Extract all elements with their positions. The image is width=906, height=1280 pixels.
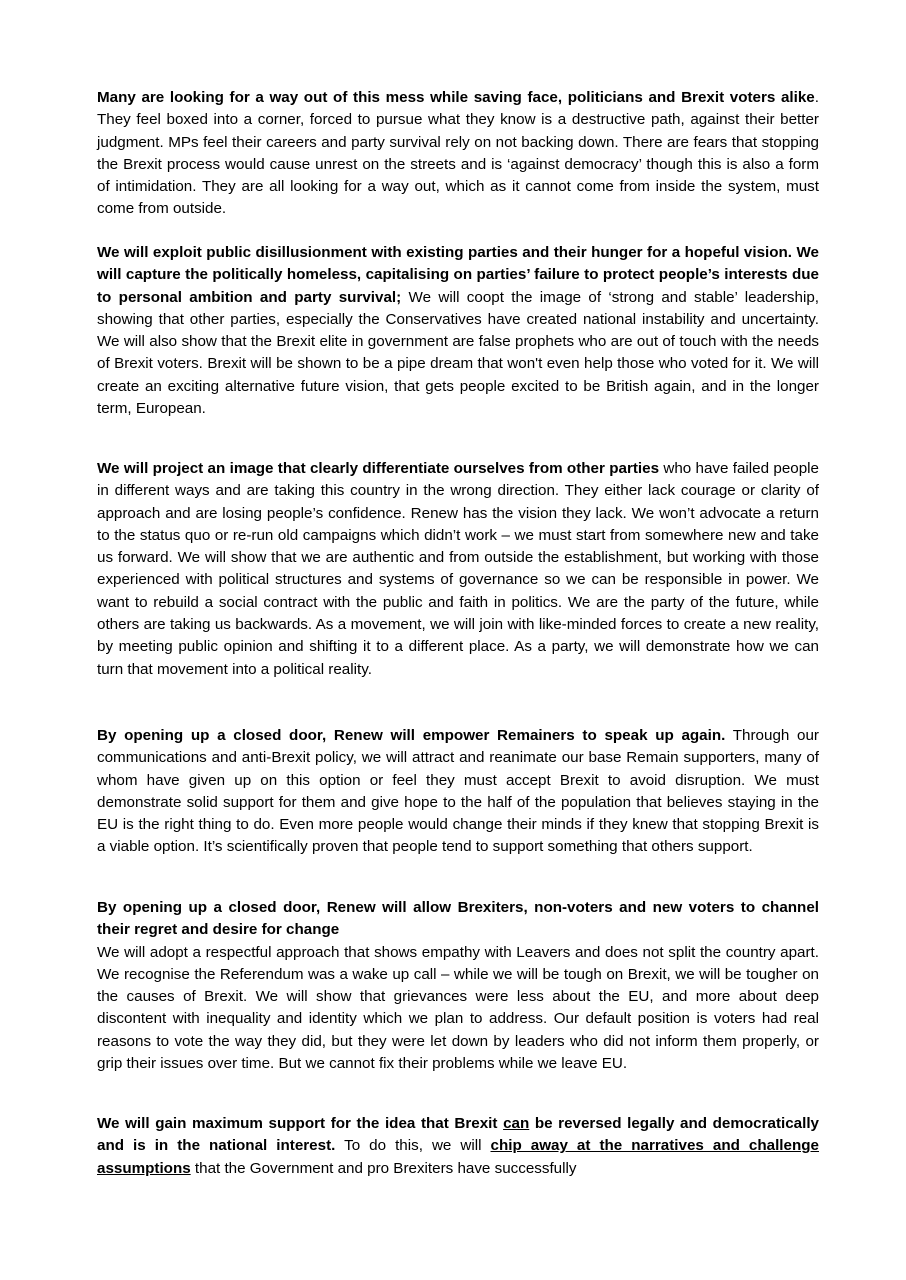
paragraph-body: Through our communications and anti-Brexit policy, we will attract and reanimate our base Remain supporters, many of whom have given up on this option or feel they must accept Brexit to avoid disruption. We must demonstrate solid support for them and give hope to the half of the population that believes staying in the EU is the right thing to do. Even more people would change their minds if they knew that stopping Brexit is a viable option. It’s scientifically proven that people tend to support something that others support. <box>97 727 819 856</box>
paragraph-heading: By opening up a closed door, Renew will allow Brexiters, non-voters and new voters to channel their regret and desire for change <box>97 899 819 939</box>
paragraph-lead: We will exploit public disillusionment with existing parties and their hunger for a hopeful vision. We will capture the politically homeless, capitalising on parties’ failure to protect people’s interests due to personal ambition and party survival; <box>97 244 819 306</box>
paragraph-body: We will adopt a respectful approach that shows empathy with Leavers and does not split the country apart. We recognise the Referendum was a wake up call – while we will be tough on Brexit, we will be tougher on the causes of Brexit. We will show that grievances were less about the EU, and more about deep discontent with inequality and identity which we plan to address. Our default position is voters had real reasons to vote the way they did, but they were let down by leaders who did not inform them properly, or grip their issues over time. But we cannot fix their problems while we leave EU. <box>97 943 819 1073</box>
paragraph-maximum-support <box>97 1113 819 1180</box>
paragraph-lead-part-a: We will gain maximum support for the idea that Brexit <box>97 1115 504 1132</box>
paragraph-body-intro: To do this, we will <box>335 1137 491 1155</box>
paragraph-lead: We will project an image that clearly differentiate ourselves from other parties <box>97 460 660 477</box>
paragraph-body: who have failed people in different ways and are taking this country in the wrong direction. They either lack courage or clarity of approach and are losing people’s confidence. Renew has the vision they lack. We won’t advocate a return to the status quo or re-run old campaigns which didn’t work – we must start from somewhere new and take us forward. We will show that we are authentic and from outside the establishment, but working with those experienced with political structures and systems of governance so we can be responsible in power. We want to rebuild a social contract with the public and faith in politics. We are the party of the future, while others are taking us backwards. As a movement, we will join with like-minded forces to create a new reality, by meeting public opinion and shifting it to a different place. As a party, we will demonstrate how we can turn that movement into a political reality. <box>97 460 819 678</box>
paragraph-emphasis: chip away at the narratives and challenge assumptions <box>97 1137 819 1177</box>
paragraph-way-out <box>97 87 819 221</box>
paragraph-empower-remainers <box>97 725 819 859</box>
paragraph-brexiters-regret <box>97 897 819 1075</box>
paragraph-lead-part-b: be reversed legally and democratically and is in the national interest. <box>97 1115 819 1155</box>
paragraph-body: . They feel boxed into a corner, forced to pursue what they know is a destructive path, against their better judgment. MPs feel their careers and party survival rely on not backing down. There are fears that stopping the Brexit process would cause unrest on the streets and is ‘against democracy’ though this is also a form of intimidation. They are all looking for a way out, which as it cannot come from inside the system, must come from outside. <box>97 89 819 218</box>
paragraph-body: We will coopt the image of ‘strong and stable’ leadership, showing that other parties, especially the Conservatives have created national instability and uncertainty. We will also show that the Brexit elite in government are false prophets who are out of touch with the needs of Brexit voters. Brexit will be shown to be a pipe dream that won't even help those who voted for it. We will create an exciting alternative future vision, that gets people excited to be British again, and in the longer term, European. <box>97 288 819 418</box>
paragraph-lead: By opening up a closed door, Renew will empower Remainers to speak up again. <box>97 727 726 744</box>
paragraph-exploit-disillusionment <box>97 242 819 420</box>
paragraph-body-tail: that the Government and pro Brexiters have successfully <box>190 1159 577 1177</box>
paragraph-project-image <box>97 458 819 681</box>
paragraph-lead: Many are looking for a way out of this mess while saving face, politicians and Brexit voters alike <box>97 89 815 106</box>
paragraph-lead-underlined-word: can <box>503 1115 530 1132</box>
